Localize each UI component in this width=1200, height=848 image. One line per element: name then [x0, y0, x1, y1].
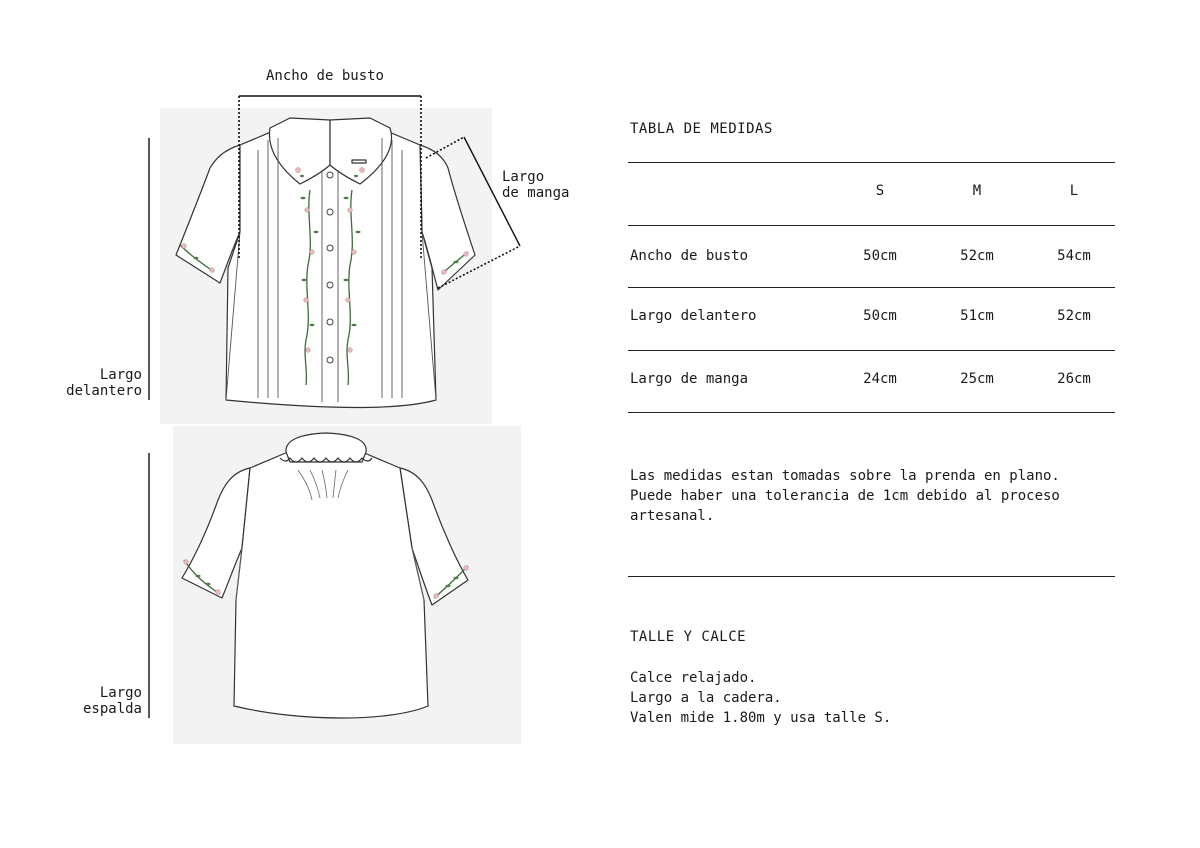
label-largo-espalda-line1: Largo — [99, 685, 142, 701]
note-line: artesanal. — [630, 508, 715, 524]
size-header-row — [630, 183, 1110, 203]
fit-description — [630, 668, 1120, 728]
row-name: Largo de manga — [630, 371, 749, 387]
row-value: 52cm — [1057, 308, 1091, 324]
label-ancho-busto: Ancho de busto — [265, 68, 384, 84]
note-line: Las medidas estan tomadas sobre la prenda en plano. — [630, 468, 1060, 484]
label-largo-delantero-line2: delantero — [66, 383, 142, 399]
row-value: 51cm — [960, 308, 994, 324]
label-largo-manga-line2: de manga — [502, 185, 570, 201]
label-largo-manga-line1: Largo — [502, 169, 545, 185]
fit-line: Calce relajado. — [630, 670, 757, 686]
row-value: 52cm — [960, 248, 994, 264]
row-value: 50cm — [863, 308, 897, 324]
table-row — [630, 371, 1110, 391]
fit-line: Valen mide 1.80m y usa talle S. — [630, 710, 892, 726]
table-divider — [628, 287, 1115, 288]
size-header-m: M — [972, 183, 982, 199]
row-value: 26cm — [1057, 371, 1091, 387]
row-value: 50cm — [863, 248, 897, 264]
label-largo-delantero-line1: Largo — [99, 367, 142, 383]
size-header-l: L — [1069, 183, 1079, 199]
section-divider — [628, 576, 1115, 577]
size-table-title: TABLA DE MEDIDAS — [630, 121, 773, 137]
size-header-s: S — [875, 183, 885, 199]
row-value: 24cm — [863, 371, 897, 387]
table-row — [630, 248, 1110, 268]
row-name: Largo delantero — [630, 308, 757, 324]
row-value: 25cm — [960, 371, 994, 387]
row-value: 54cm — [1057, 248, 1091, 264]
collar-stand — [352, 160, 366, 163]
row-name: Ancho de busto — [630, 248, 749, 264]
note-line: Puede haber una tolerancia de 1cm debido al proceso — [630, 488, 1060, 504]
table-divider — [628, 412, 1115, 413]
table-divider — [628, 225, 1115, 226]
table-divider — [628, 162, 1115, 163]
table-divider — [628, 350, 1115, 351]
table-row — [630, 308, 1110, 328]
measurement-note — [630, 466, 1120, 526]
back-body — [234, 452, 428, 718]
fit-line: Largo a la cadera. — [630, 690, 782, 706]
fit-title: TALLE Y CALCE — [630, 629, 747, 645]
label-largo-espalda-line2: espalda — [82, 701, 142, 717]
